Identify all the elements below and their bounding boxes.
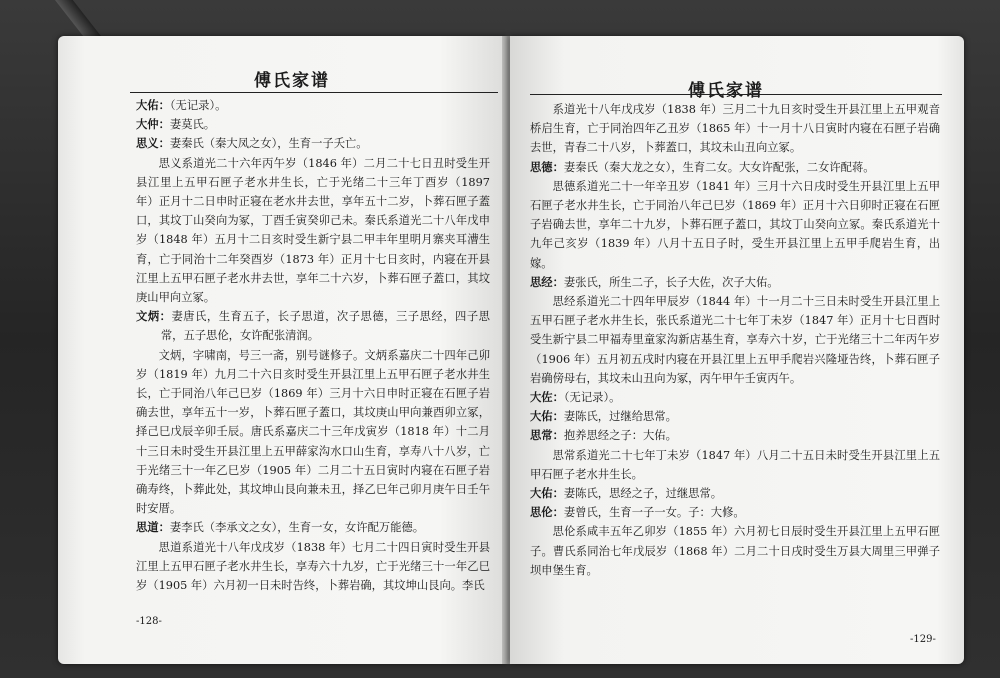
entry-text: 抱养思经之子：大佑。 bbox=[563, 429, 677, 443]
entry-name: 大佑： bbox=[530, 409, 564, 424]
entry-name: 思德： bbox=[530, 159, 564, 174]
genealogy-entry bbox=[530, 273, 940, 292]
entry-name: 思道： bbox=[136, 520, 170, 535]
header-rule bbox=[130, 92, 498, 93]
entry-text: 妻秦氏（秦大凤之女），生育一子夭亡。 bbox=[169, 137, 368, 151]
entry-text: 妻陈氏，思经之子，过继思常。 bbox=[563, 487, 723, 501]
genealogy-entry bbox=[530, 503, 940, 522]
entry-text: 妻陈氏，过继给思常。 bbox=[563, 410, 677, 424]
entry-text: 妻曾氏，生育一子一女。子：大修。 bbox=[563, 506, 745, 520]
entry-text: 妻莫氏。 bbox=[169, 118, 216, 132]
left-page bbox=[58, 36, 506, 664]
genealogy-entry bbox=[530, 407, 940, 426]
biography-paragraph: 思道系道光十八年戊戌岁（1838 年）七月二十四日寅时受生开县江里上五甲石匣子老水井生长，享寿六十九岁，亡于光绪三十一年乙巳岁（1905 年）六月初一日未时告终，卜葬岩确，其坟坤山艮向。李氏 bbox=[136, 540, 490, 593]
genealogy-entry bbox=[530, 484, 940, 503]
entry-name: 大佐： bbox=[530, 390, 564, 405]
genealogy-entry bbox=[136, 115, 490, 134]
biography-paragraph: 思义系道光二十六年丙午岁（1846 年）二月二十七日丑时受生开县江里上五甲石匣子老水井生长，亡于光绪二十三年丁酉岁（1897 年）正月十二日申时正寝在老水井去世，享年五十二岁，卜葬石匣子蓋口，其坟丁山癸向为冢，丁酉壬寅癸卯己未。秦氏系道光二十八年戊申岁（1848 年）五月十二日亥时受生新宁县二甲丰年里明月寨夹耳漕生育，亡于同治十二年癸酉岁（1873 年）正月十七日亥时，内寝在开县江里上五甲石匣子老水井去世，享年二十六岁，卜葬石匣子蓋口，其坟庚山甲向立冢。 bbox=[136, 156, 490, 305]
genealogy-entry bbox=[136, 307, 490, 345]
biography-paragraph: 思经系道光二十四年甲辰岁（1844 年）十一月二十三日未时受生开县江里上五甲石匣子老水井生长，张氏系道光二十七年丁未岁（1847 年）正月十七日酉时受生新宁县二甲福寿里童家沟新店基生育，享寿六十岁，亡于光绪三十二年丙午岁（1906 年）五月初五戌时内寝在开县江里上五甲手爬岩兴隆垭告终，卜葬石匣子岩确傍母右，其坟未山丑向为冢，丙午甲午壬寅丙午。 bbox=[530, 295, 940, 385]
entry-text: 妻唐氏，生育五子，长子思道，次子思德，三子思经，四子思常，五子思伦，女许配张清润。 bbox=[160, 310, 490, 343]
entry-text: （无记录）。 bbox=[563, 391, 621, 405]
genealogy-entry bbox=[530, 388, 940, 407]
genealogy-entry bbox=[136, 134, 490, 153]
biography-paragraph: 思伦系咸丰五年乙卯岁（1855 年）六月初七日辰时受生开县江里上五甲石匣子。曹氏系同治七年戊辰岁（1868 年）二月二十日戌时受生万县大周里三甲弹子坝申堡生育。 bbox=[530, 525, 940, 577]
entry-name: 思常： bbox=[530, 428, 564, 443]
entry-text: 妻秦氏（秦大龙之女），生育二女。大女许配张，二女许配蒋。 bbox=[563, 160, 875, 174]
biography-paragraph: 思德系道光二十一年辛丑岁（1841 年）三月十六日戌时受生开县江里上五甲石匣子老水井生长，亡于同治八年己巳岁（1869 年）正月十六日卯时正寝在石匣子岩确去世，享年二十九岁，卜葬石匣子蓋口，其坟丁山癸向立冢。秦氏系道光十九年己亥岁（1839 年）八月十五日子时，受生开县江里上五甲手爬岩生育，出嫁。 bbox=[530, 179, 940, 270]
entry-name: 思经： bbox=[530, 274, 564, 289]
genealogy-entry bbox=[530, 158, 940, 177]
page-header: 傅氏家谱 bbox=[254, 71, 330, 91]
page-number: -129- bbox=[910, 634, 936, 645]
biography-paragraph: 思常系道光二十七年丁未岁（1847 年）八月二十五日未时受生开县江里上五甲石匣子老水井生长。 bbox=[530, 448, 940, 481]
biography-paragraph: 文炳，字啸南，号三一斋，别号谜修子。文炳系嘉庆二十四年己卯岁（1819 年）九月二十六日亥时受生开县江里上五甲石匣子老水井生长，亡于同治八年己巳岁（1869 年）三月十六日申时正寝在石匣子岩确去世，享年五十一岁，卜葬石匣子蓋口，其坟庚山甲向兼酉卯立冢，择己巳戊辰辛卯壬辰。唐氏系嘉庆二十三年戊寅岁（1818 年）十二月十三日未时受生开县江里上五甲薛家沟水口山生育，享寿八十八岁，亡于光绪三十一年乙巳岁（1905 年）二月二十五日寅时内寝在石匣子岩确寿终，卜葬此处，其坟坤山艮向兼未丑，择乙巳年己卯月庚午日壬午时安厝。 bbox=[136, 348, 490, 516]
genealogy-entry bbox=[530, 426, 940, 445]
entry-name: 大仲： bbox=[136, 117, 170, 132]
entry-text: （无记录）。 bbox=[169, 99, 227, 112]
right-page-body bbox=[530, 100, 940, 580]
entry-text: 妻张氏，所生二子，长子大佐，次子大佑。 bbox=[563, 275, 779, 289]
header-rule bbox=[530, 94, 942, 95]
biography-paragraph: 系道光十八年戊戌岁（1838 年）三月二十九日亥时受生开县江里上五甲观音桥启生育，亡于同治四年乙丑岁（1865 年）十一月十八日寅时内寝在石匣子岩确去世，青春二十八岁，卜葬蓋口，其坟未山丑向立冢。 bbox=[530, 103, 940, 155]
entry-name: 大佑： bbox=[136, 98, 170, 112]
page-header: 傅氏家谱 bbox=[688, 81, 764, 101]
genealogy-entry bbox=[136, 96, 490, 115]
entry-name: 文炳： bbox=[136, 309, 172, 324]
open-book bbox=[58, 36, 964, 664]
entry-name: 思义： bbox=[136, 136, 170, 151]
entry-name: 大佑： bbox=[530, 486, 564, 501]
entry-name: 思伦： bbox=[530, 505, 564, 520]
left-page-body bbox=[136, 96, 490, 595]
genealogy-entry bbox=[136, 518, 490, 537]
entry-text: 妻李氏（李承文之女），生育一女，女许配万能德。 bbox=[169, 521, 425, 535]
page-number: -128- bbox=[136, 616, 162, 627]
right-page bbox=[510, 36, 964, 664]
